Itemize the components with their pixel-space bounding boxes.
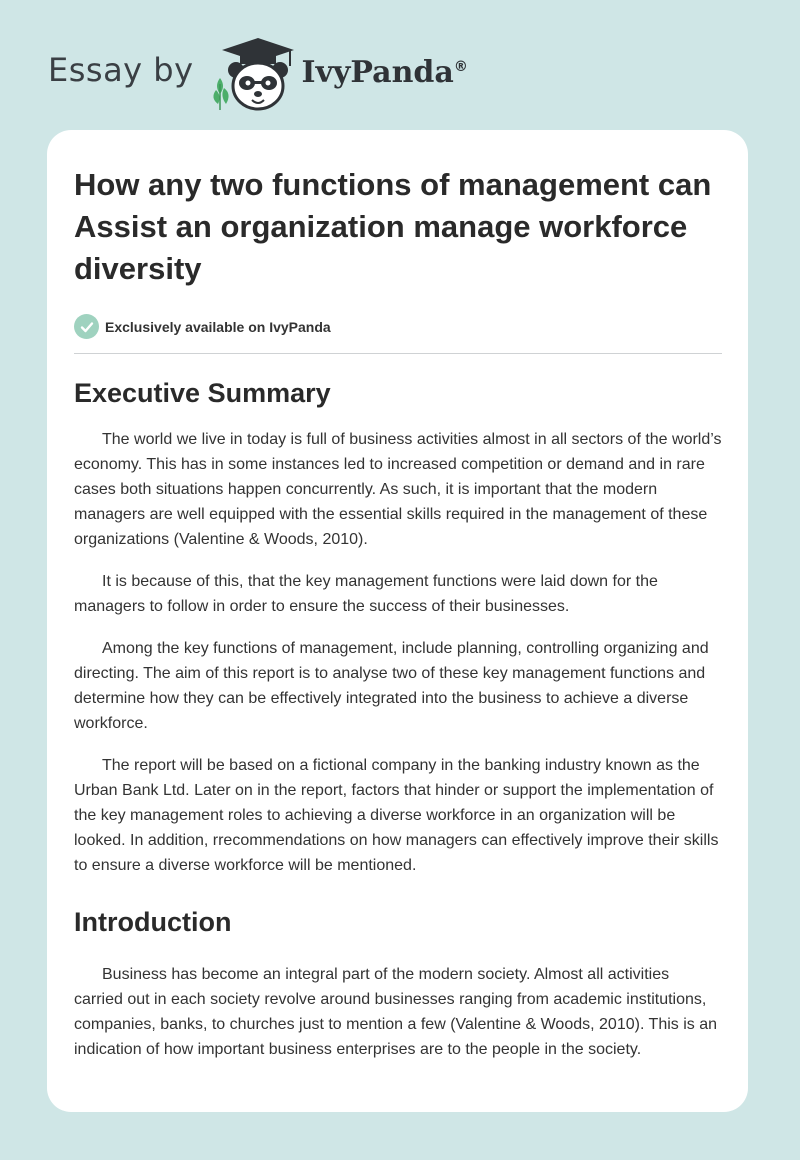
divider bbox=[74, 353, 722, 354]
registered-mark: ® bbox=[453, 58, 468, 75]
paragraph: Business has become an integral part of the modern society. Almost all activities carried out in each society revolve around businesses ranging from academic institutions, companies, banks, to churches just to mention a few (Valentine & Woods, 2010). This is an indication of how important business enterprises are to the people in the society. bbox=[74, 966, 718, 1058]
essay-title: How any two functions of management can Assist an organization manage workforce diversity bbox=[74, 167, 712, 286]
section-heading-executive-summary: Executive Summary bbox=[74, 378, 331, 408]
paragraph: The world we live in today is full of business activities almost in all sectors of the world’s economy. This has in some instances led to increased competition or demand and in rare cases both situations happen concurrently. As such, it is important that the modern managers are well equipped with the essential skills required in the management of these organizations (Valentine & Woods, 2010). bbox=[74, 431, 722, 548]
section-body-executive-summary bbox=[74, 427, 722, 878]
section-heading-introduction: Introduction bbox=[74, 907, 232, 937]
paragraph: Among the key functions of management, include planning, controlling organizing and directing. The aim of this report is to analyse two of these key management functions and determine how they can be effectively integrated into the business to achieve a diverse workforce. bbox=[74, 640, 709, 732]
section-body-introduction bbox=[74, 962, 722, 1062]
panda-graduate-icon[interactable] bbox=[210, 34, 298, 114]
site-header bbox=[48, 34, 508, 114]
check-icon bbox=[74, 314, 99, 339]
essay-card bbox=[47, 130, 748, 1112]
paragraph: The report will be based on a fictional company in the banking industry known as the Urban Bank Ltd. Later on in the report, factors that hinder or support the implementation of the key management roles to achieving a diverse workforce in an organization will be looked. In addition, rrecommendations on how managers can effectively improve their skills to ensure a diverse workforce will be mentioned. bbox=[74, 757, 719, 874]
paragraph: It is because of this, that the key management functions were laid down for the managers to follow in order to ensure the success of their businesses. bbox=[74, 573, 658, 615]
exclusive-label: Exclusively available on IvyPanda bbox=[105, 318, 331, 335]
exclusive-badge bbox=[74, 314, 722, 339]
brand-name[interactable]: IvyPanda® bbox=[301, 54, 468, 90]
essay-by-label: Essay by bbox=[48, 51, 194, 89]
